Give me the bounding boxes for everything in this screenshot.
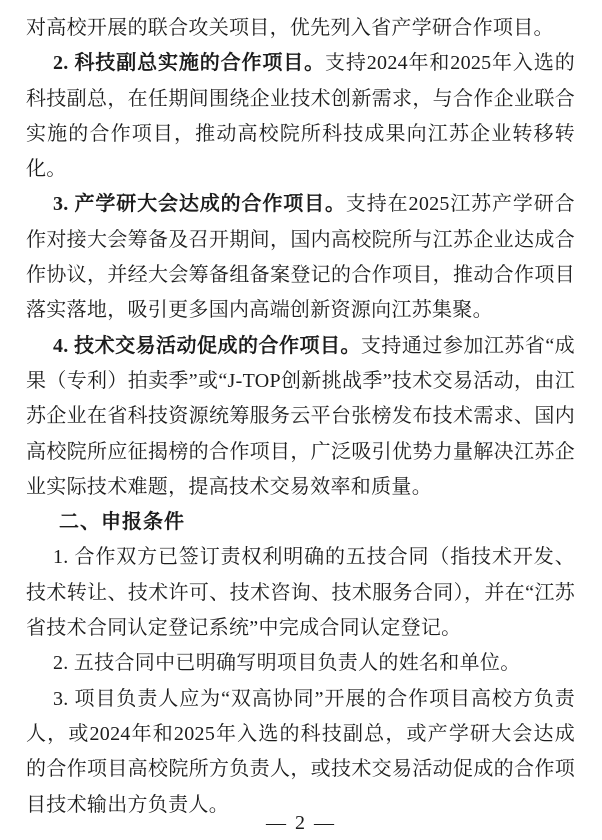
continuation-paragraph: 对高校开展的联合攻关项目，优先列入省产学研合作项目。 [26, 17, 554, 39]
item-2-body: 支持2024年和2025年入选的科技副总，在任期间围绕企业技术创新需求，与合作企业联合实施的合作项目，推动高校院所科技成果向江苏企业转移转化。 [26, 52, 575, 181]
condition-item-3: 3. 项目负责人应为“双高协同”开展的合作项目高校方负责人，或2024年和2025年入选的科技副总，或产学研大会达成的合作项目高校院所方负责人，或技术交易活动促成的合作项目技术输出方负责人。 [26, 687, 575, 816]
item-3-body: 支持在2025江苏产学研合作对接大会筹备及召开期间，国内高校院所与江苏企业达成合作协议，并经大会筹备组备案登记的合作项目，推动合作项目落实落地，吸引更多国内高端创新资源向江苏集聚。 [26, 193, 575, 322]
item-4-lead: 4. 技术交易活动促成的合作项目。 [53, 334, 361, 357]
page-number: — 2 — [266, 812, 336, 834]
condition-item-2: 2. 五技合同中已明确写明项目负责人的姓名和单位。 [53, 652, 521, 675]
numbered-item-2 [26, 46, 575, 187]
section-heading-application-conditions: 二、申报条件 [59, 511, 185, 534]
numbered-item-3 [26, 187, 575, 328]
numbered-item-4 [26, 329, 575, 505]
condition-item-1: 1. 合作双方已签订责权利明确的五技合同（指技术开发、技术转让、技术许可、技术咨询、技术服务合同），并在“江苏省技术合同认定登记系统”中完成合同认定登记。 [26, 546, 575, 640]
item-4-body: 支持通过参加江苏省“成果（专利）拍卖季”或“J-TOP创新挑战季”技术交易活动，由江苏企业在省科技资源统筹服务云平台张榜发布技术需求、国内高校院所应征揭榜的合作项目，广泛吸引优势力量解决江苏企业实际技术难题，提高技术交易效率和质量。 [26, 334, 575, 498]
item-3-lead: 3. 产学研大会达成的合作项目。 [53, 193, 346, 216]
item-2-lead: 2. 科技副总实施的合作项目。 [53, 52, 325, 75]
